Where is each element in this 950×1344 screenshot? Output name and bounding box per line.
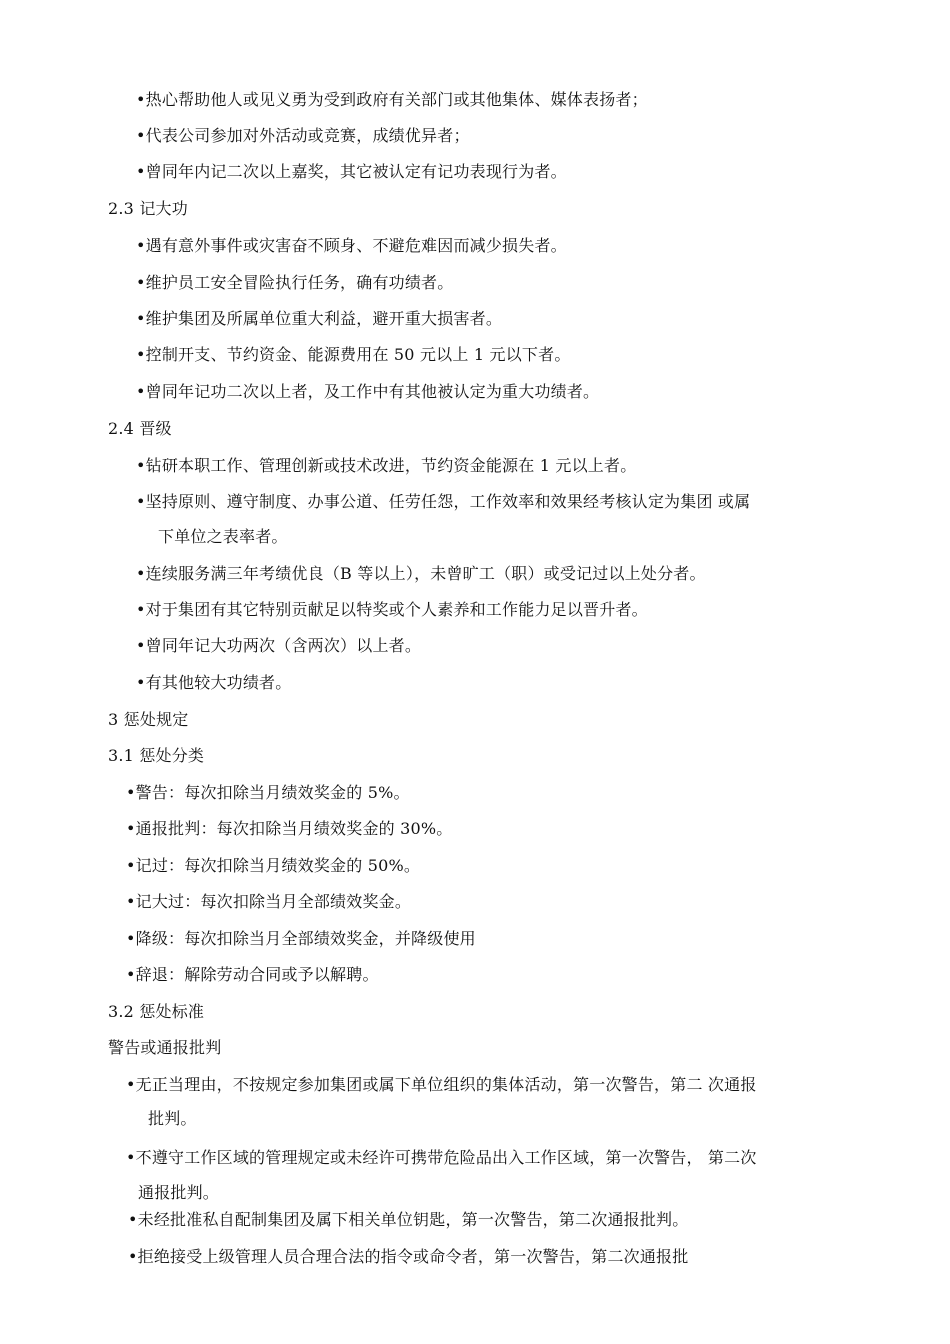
- list-item: •曾同年内记二次以上嘉奖，其它被认定有记功表现行为者。: [136, 162, 567, 181]
- list-item: •曾同年记功二次以上者，及工作中有其他被认定为重大功绩者。: [136, 382, 600, 401]
- list-item: •有其他较大功绩者。: [136, 673, 292, 692]
- section-heading-2-4: 2.4 晋级: [108, 419, 172, 438]
- list-item-continuation: 通报批判。: [138, 1183, 220, 1202]
- list-item: •警告：每次扣除当月绩效奖金的 5%。: [126, 783, 410, 802]
- list-item: •维护集团及所属单位重大利益，避开重大损害者。: [136, 309, 503, 328]
- section-heading-3-1: 3.1 惩处分类: [108, 746, 205, 765]
- list-item: •对于集团有其它特别贡献足以特奖或个人素养和工作能力足以晋升者。: [136, 600, 648, 619]
- list-item: •曾同年记大功两次（含两次）以上者。: [136, 636, 422, 655]
- section-heading-2-3: 2.3 记大功: [108, 199, 188, 218]
- list-item: •维护员工安全冒险执行任务，确有功绩者。: [136, 273, 454, 292]
- list-item: •遇有意外事件或灾害奋不顾身、不避危难因而减少损失者。: [136, 236, 567, 255]
- list-item: •控制开支、节约资金、能源费用在 50 元以上 1 元以下者。: [136, 345, 571, 364]
- list-item: •记大过：每次扣除当月全部绩效奖金。: [126, 892, 412, 911]
- list-item: •代表公司参加对外活动或竞赛，成绩优异者；: [136, 126, 470, 145]
- list-item: •热心帮助他人或见义勇为受到政府有关部门或其他集体、媒体表扬者；: [136, 90, 648, 109]
- list-item: •不遵守工作区域的管理规定或未经许可携带危险品出入工作区域，第一次警告， 第二次: [126, 1148, 757, 1167]
- list-item: •记过：每次扣除当月绩效奖金的 50%。: [126, 856, 421, 875]
- section-heading-3: 3 惩处规定: [108, 710, 189, 729]
- list-item: •钻研本职工作、管理创新或技术改进，节约资金能源在 1 元以上者。: [136, 456, 637, 475]
- list-item: •降级：每次扣除当月全部绩效奖金，并降级使用: [126, 929, 476, 948]
- list-item: •通报批判：每次扣除当月绩效奖金的 30%。: [126, 819, 453, 838]
- subheading: 警告或通报批判: [108, 1038, 222, 1057]
- section-heading-3-2: 3.2 惩处标准: [108, 1002, 205, 1021]
- list-item: •连续服务满三年考绩优良（B 等以上），未曾旷工（职）或受记过以上处分者。: [136, 564, 706, 583]
- list-item: •拒绝接受上级管理人员合理合法的指令或命令者，第一次警告，第二次通报批: [128, 1247, 689, 1266]
- list-item: •辞退：解除劳动合同或予以解聘。: [126, 965, 379, 984]
- list-item-continuation: 下单位之表率者。: [158, 527, 288, 546]
- list-item: •坚持原则、遵守制度、办事公道、任劳任怨，工作效率和效果经考核认定为集团 或属: [136, 492, 751, 511]
- list-item-continuation: 批判。: [148, 1109, 197, 1128]
- list-item: •未经批准私自配制集团及属下相关单位钥匙，第一次警告，第二次通报批判。: [128, 1210, 689, 1229]
- list-item: •无正当理由，不按规定参加集团或属下单位组织的集体活动，第一次警告，第二 次通报: [126, 1075, 757, 1094]
